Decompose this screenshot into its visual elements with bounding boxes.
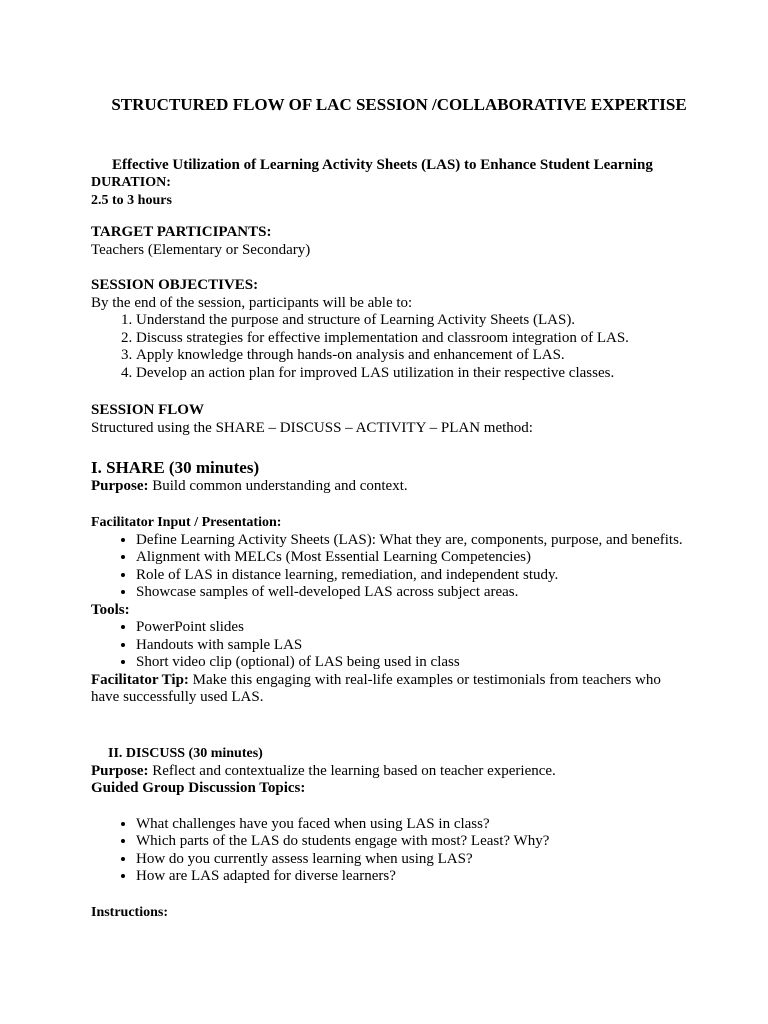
share-purpose-text: Build common understanding and context.: [148, 478, 408, 494]
discuss-purpose-label: Purpose:: [91, 762, 149, 779]
list-item: • Showcase samples of well-developed LAS across subject areas.: [136, 584, 691, 602]
tools-label: Tools:: [91, 601, 130, 618]
discuss-purpose: [91, 763, 691, 781]
list-item: • Handouts with sample LAS: [136, 637, 691, 655]
duration-section: [91, 174, 691, 209]
document-title: STRUCTURED FLOW OF LAC SESSION /COLLABORATIVE EXPERTISE: [111, 95, 687, 114]
objectives-list: [91, 312, 691, 382]
flow-text: Structured using the SHARE – DISCUSS – ACTIVITY – PLAN method:: [91, 419, 533, 436]
topics-list: [91, 816, 691, 886]
share-purpose: [91, 478, 691, 496]
target-section: [91, 224, 691, 259]
list-item: • PowerPoint slides: [136, 619, 691, 637]
tip-text: Make this engaging with real-life examples or testimonials from teachers who have successfully used LAS.: [91, 671, 661, 705]
flow-label: SESSION FLOW: [91, 402, 204, 418]
duration-value: 2.5 to 3 hours: [91, 192, 172, 208]
flow-section: [91, 402, 691, 437]
share-section: [91, 458, 691, 496]
objectives-label: SESSION OBJECTIVES:: [91, 277, 259, 293]
list-item: • Alignment with MELCs (Most Essential Learning Competencies): [136, 549, 691, 567]
discuss-heading: II. DISCUSS (30 minutes): [108, 746, 263, 761]
target-label: TARGET PARTICIPANTS:: [91, 224, 272, 240]
share-heading: I. SHARE (30 minutes): [91, 458, 260, 477]
list-item: 4. Develop an action plan for improved LAS utilization in their respective classes.: [136, 365, 691, 383]
list-item: 2. Discuss strategies for effective implementation and classroom integration of LAS.: [136, 330, 691, 348]
discuss-purpose-text: Reflect and contextualize the learning based on teacher experience.: [148, 762, 556, 779]
list-item: • Which parts of the LAS do students engage with most? Least? Why?: [136, 833, 691, 851]
list-item: • Role of LAS in distance learning, remediation, and independent study.: [136, 567, 691, 585]
list-item: • Define Learning Activity Sheets (LAS): What they are, components, purpose, and benefits.: [136, 532, 691, 550]
list-item: 1. Understand the purpose and structure of Learning Activity Sheets (LAS).: [136, 312, 691, 330]
tip-label: Facilitator Tip:: [91, 671, 189, 688]
discuss-section: [91, 745, 691, 921]
list-item: • Short video clip (optional) of LAS being used in class: [136, 654, 691, 672]
facilitator-tip: [91, 672, 691, 707]
list-item: • How are LAS adapted for diverse learners?: [136, 868, 691, 886]
input-list: [91, 532, 691, 602]
share-input-section: [91, 514, 691, 707]
input-label: Facilitator Input / Presentation:: [91, 515, 282, 530]
instructions-label: Instructions:: [91, 904, 169, 920]
list-item: • What challenges have you faced when using LAS in class?: [136, 816, 691, 834]
topics-label: Guided Group Discussion Topics:: [91, 780, 306, 796]
list-item: • How do you currently assess learning when using LAS?: [136, 851, 691, 869]
target-value: Teachers (Elementary or Secondary): [91, 241, 311, 258]
share-purpose-label: Purpose:: [91, 478, 149, 494]
tools-list: [91, 619, 691, 672]
duration-label: DURATION:: [91, 175, 171, 190]
list-item: 3. Apply knowledge through hands-on analysis and enhancement of LAS.: [136, 347, 691, 365]
document-subtitle: Effective Utilization of Learning Activity Sheets (LAS) to Enhance Student Learning: [112, 157, 653, 173]
document-page: [91, 94, 691, 920]
objectives-section: [91, 277, 691, 382]
objectives-intro: By the end of the session, participants will be able to:: [91, 294, 413, 311]
